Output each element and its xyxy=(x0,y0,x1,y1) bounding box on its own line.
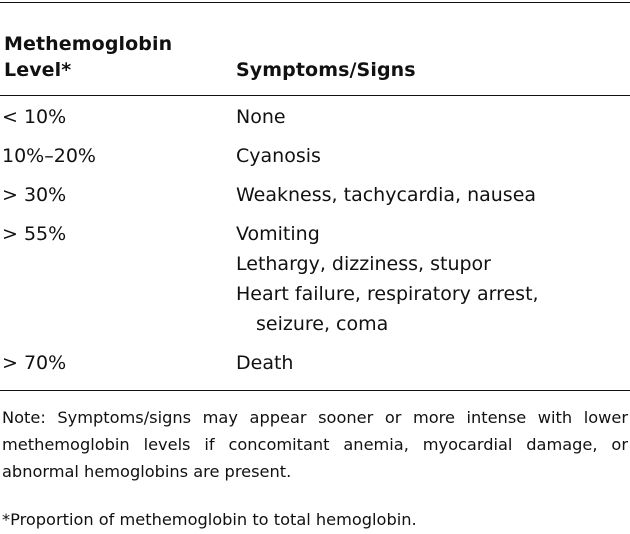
symptom-line: Cyanosis xyxy=(236,145,321,167)
header-symptoms-signs: Symptoms/Signs xyxy=(236,59,416,81)
symptom-line: None xyxy=(236,106,286,128)
symptom-line: Death xyxy=(236,352,294,374)
table-top-rule xyxy=(0,2,630,3)
table-note: Note: Symptoms/signs may appear sooner or more intense with lower methemoglobin levels if concomitant anemia, myocardial damage, or abnormal hemoglobins are present. xyxy=(2,408,628,481)
row-symptoms xyxy=(236,141,321,171)
row-level: > 55% xyxy=(2,223,67,245)
symptom-line: Weakness, tachycardia, nausea xyxy=(236,184,537,206)
row-level: 10%–20% xyxy=(2,145,96,167)
table-footnote: *Proportion of methemoglobin to total hemoglobin. xyxy=(2,510,417,529)
row-symptoms xyxy=(236,102,286,132)
row-symptoms xyxy=(236,180,536,210)
header-level-line2: Level* xyxy=(4,59,72,81)
symptom-line: Heart failure, respiratory arrest, xyxy=(236,283,539,305)
symptom-line-continued: seizure, coma xyxy=(256,313,389,335)
row-symptoms xyxy=(236,219,539,339)
symptom-line: Vomiting xyxy=(236,223,320,245)
row-level: < 10% xyxy=(2,106,67,128)
row-level: > 70% xyxy=(2,352,67,374)
header-level-line1: Methemoglobin xyxy=(4,33,173,55)
header-methemoglobin-level xyxy=(4,31,224,83)
row-level: > 30% xyxy=(2,184,67,206)
table-header-rule xyxy=(0,95,630,96)
symptom-line: Lethargy, dizziness, stupor xyxy=(236,253,491,275)
row-symptoms xyxy=(236,348,293,378)
table-bottom-rule xyxy=(0,390,630,391)
